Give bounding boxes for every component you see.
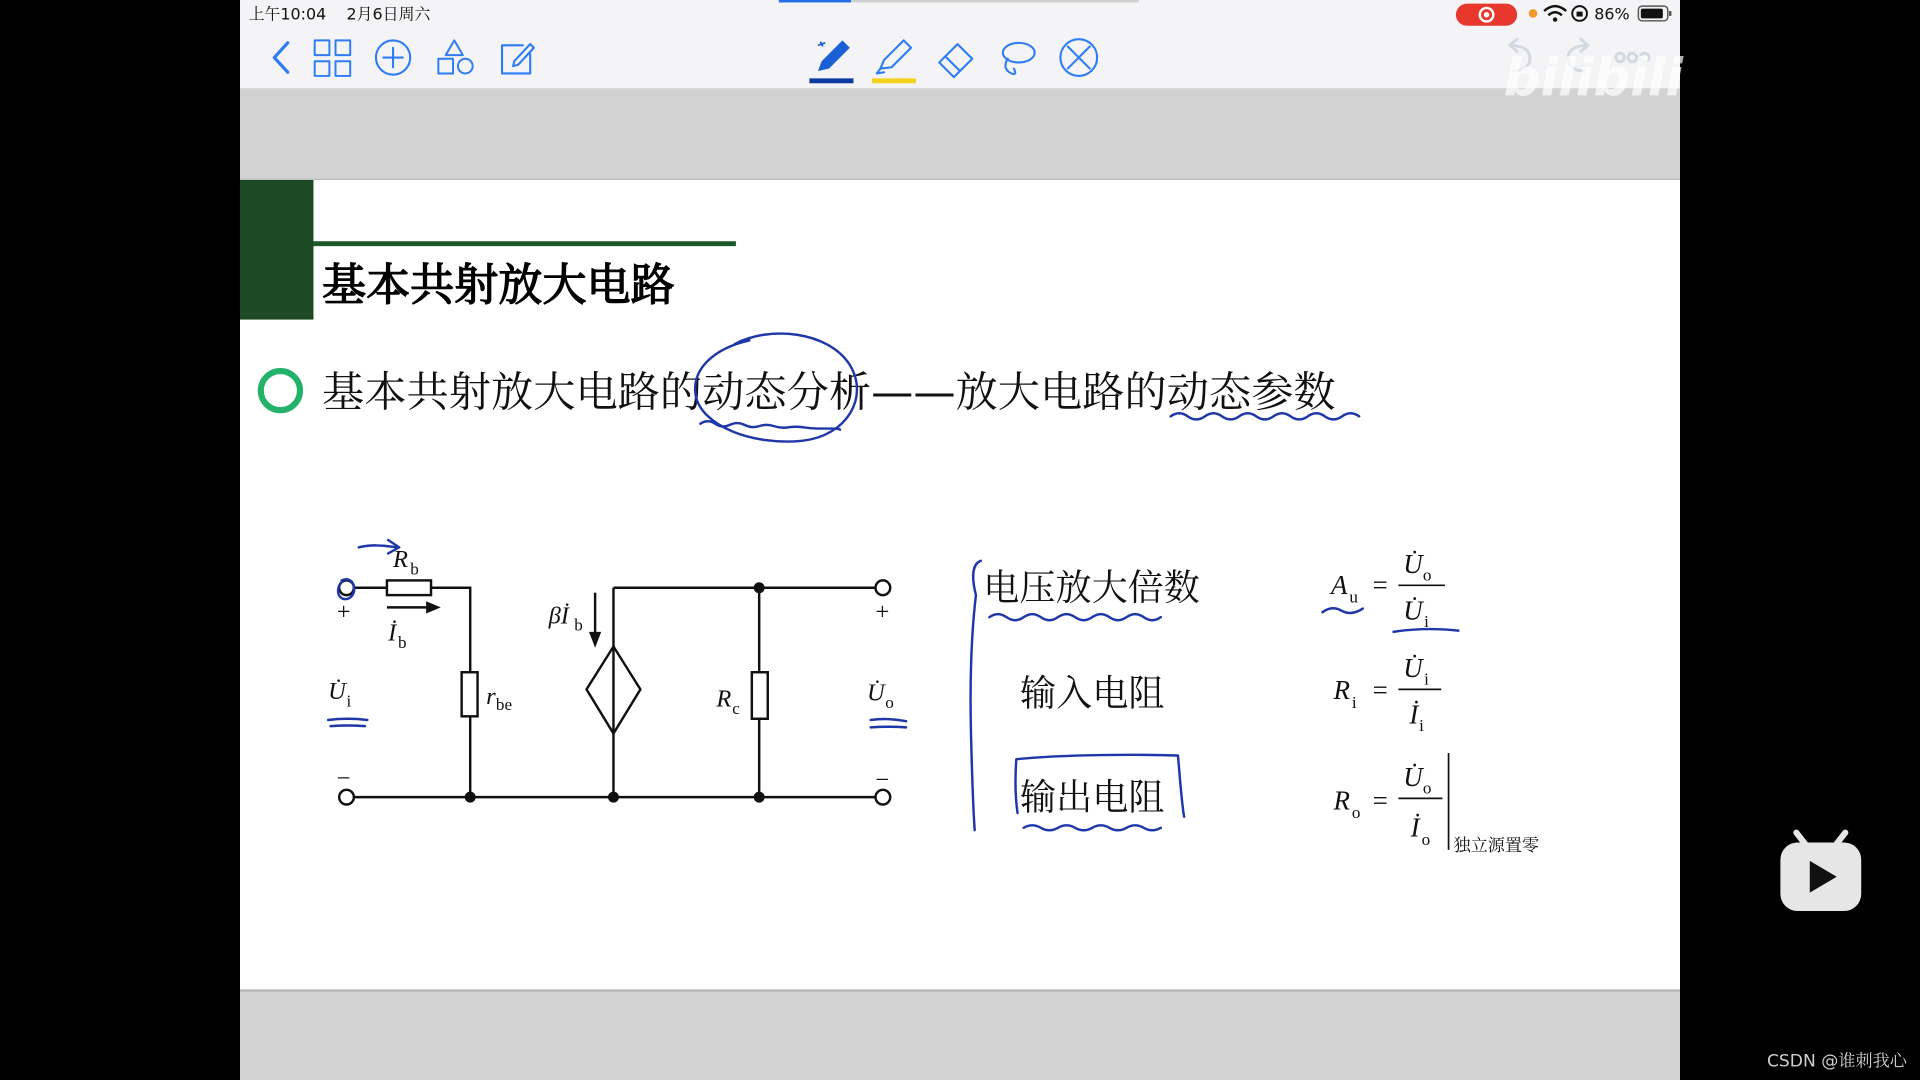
formula-equals: =: [1372, 785, 1388, 816]
formula-lhs: R: [1333, 785, 1350, 816]
label-rbe: r: [486, 683, 496, 711]
title-accent-block: [240, 180, 313, 320]
label-uo: U̇: [866, 679, 885, 707]
formula-numerator-sub: i: [1424, 669, 1429, 689]
ipad-screen: [240, 0, 1684, 1080]
top-indicator-blue: [779, 0, 851, 2]
formula-denominator: U̇: [1403, 595, 1423, 626]
top-indicator-gray: [851, 0, 1139, 2]
label-rc: R: [716, 685, 732, 713]
formula-numerator-sub: o: [1422, 778, 1432, 798]
label-ui-sub: i: [346, 691, 352, 711]
output-plus-sign: +: [875, 598, 890, 626]
input-plus-sign: +: [336, 598, 351, 626]
param-label-input-resistance: 输入电阻: [1020, 671, 1165, 715]
terminal-output-top: [876, 580, 891, 595]
junction-dot: [465, 792, 476, 803]
formula-numerator: U̇: [1403, 762, 1423, 793]
junction-dot: [754, 792, 765, 803]
battery-level: [1641, 9, 1663, 19]
title-accent-line: [313, 241, 735, 246]
slide-bottom-shadow: [240, 989, 1680, 991]
output-minus-sign: −: [875, 766, 890, 794]
bilibili-play-icon[interactable]: [1780, 833, 1861, 911]
record-dot[interactable]: [1484, 12, 1489, 17]
battery-percent: 86%: [1594, 4, 1630, 24]
slide: [240, 179, 1680, 992]
formula-equals: =: [1372, 675, 1388, 706]
label-source-sub: b: [574, 615, 583, 635]
formula-denominator-sub: o: [1421, 829, 1431, 849]
formula-lhs-sub: u: [1349, 587, 1358, 607]
formula-lhs-sub: i: [1351, 692, 1357, 712]
param-label-voltage-gain: 电压放大倍数: [983, 566, 1200, 609]
label-ib-sub: b: [397, 632, 407, 652]
status-date: 2月6日周六: [346, 4, 431, 24]
pen-color-underline[interactable]: [809, 78, 853, 83]
mic-indicator-dot: [1529, 9, 1538, 18]
highlighter-color-underline[interactable]: [872, 78, 916, 83]
label-rbe-sub: be: [495, 695, 513, 715]
status-time: 上午10:04: [248, 4, 327, 24]
formula-equals: =: [1372, 569, 1388, 600]
label-ui: U̇: [328, 678, 346, 706]
junction-dot: [608, 792, 619, 803]
formula-numerator: U̇: [1403, 549, 1423, 580]
formula-numerator: U̇: [1403, 653, 1423, 684]
formula-lhs: A: [1331, 569, 1348, 600]
formula-lhs-sub: o: [1351, 802, 1361, 822]
slide-top-shadow: [240, 179, 1680, 180]
formula-numerator-sub: o: [1422, 565, 1432, 585]
label-rb-sub: b: [410, 559, 419, 579]
label-source: βİ: [548, 602, 569, 630]
param-label-output-resistance: 输出电阻: [1020, 775, 1165, 819]
toolbar-divider: [240, 88, 1680, 89]
junction-dot: [754, 582, 765, 593]
orientation-lock: [1577, 12, 1583, 17]
label-rc-sub: c: [732, 698, 740, 718]
record-icon[interactable]: [1456, 4, 1517, 26]
formula-denominator-sub: i: [1419, 716, 1424, 736]
wifi-dot: [1553, 17, 1557, 21]
bullet-text: 基本共射放大电路的动态分析——放大电路的动态参数: [322, 367, 1336, 417]
input-minus-sign: −: [336, 765, 351, 793]
formula-denominator: İ: [1410, 812, 1420, 843]
formula-condition: 独立源置零: [1453, 836, 1540, 857]
formula-lhs: R: [1333, 675, 1350, 706]
resistor-rc: [752, 672, 768, 719]
label-ib: İ: [388, 619, 397, 647]
formula-denominator-sub: i: [1424, 611, 1429, 631]
formula-denominator: İ: [1409, 699, 1419, 730]
resistor-rbe: [462, 672, 478, 716]
label-rb: R: [393, 545, 409, 573]
slide-title: 基本共射放大电路: [322, 260, 675, 311]
battery-nub: [1669, 11, 1671, 16]
resistor-rb: [387, 580, 431, 595]
bilibili-watermark: bilibili: [1503, 48, 1684, 109]
credit-watermark: CSDN @谁刺我心: [1766, 1051, 1907, 1072]
label-uo-sub: o: [885, 692, 894, 712]
